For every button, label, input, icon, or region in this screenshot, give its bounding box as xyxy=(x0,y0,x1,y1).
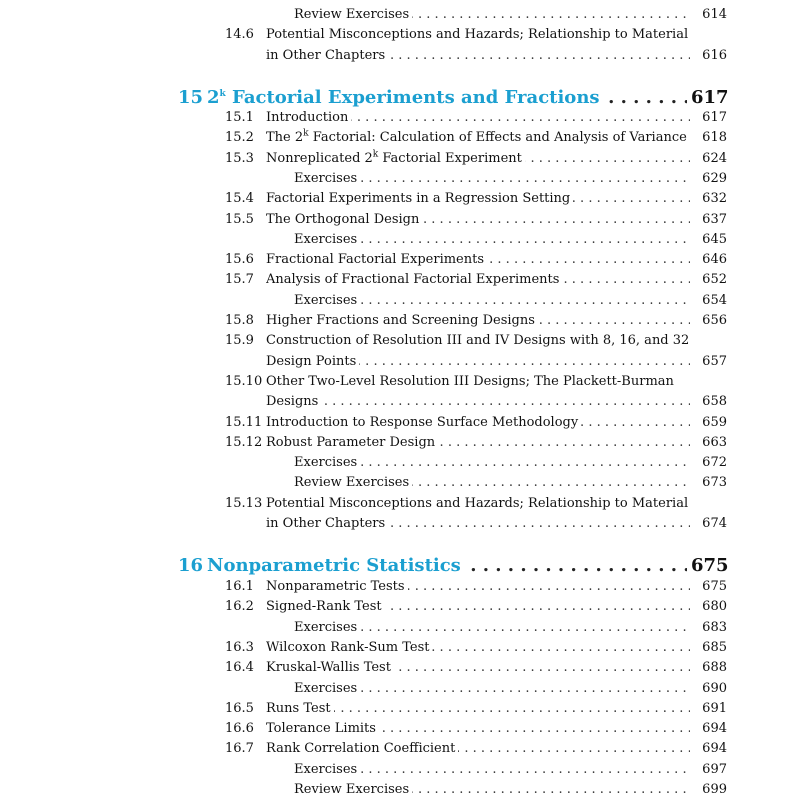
toc-entry[interactable] xyxy=(0,514,800,534)
entry-title: Robust Parameter Design . . . xyxy=(266,433,690,453)
toc-entry[interactable] xyxy=(0,597,800,617)
page-number: 646 xyxy=(702,252,727,268)
toc-entry[interactable] xyxy=(0,433,800,453)
page-number: 675 xyxy=(702,579,727,594)
toc-entry[interactable] xyxy=(0,270,800,290)
section-number: 16.4 xyxy=(225,660,254,676)
toc-exercise-entry[interactable] xyxy=(0,169,800,189)
chapter-number: 15 xyxy=(178,87,204,108)
page-number: 694 xyxy=(702,741,727,757)
toc-exercise-entry[interactable] xyxy=(0,473,800,493)
page-number: 652 xyxy=(702,272,727,288)
page-number: 691 xyxy=(702,700,727,716)
toc-entry[interactable] xyxy=(0,149,800,169)
page-number: 618 xyxy=(702,130,727,146)
toc-entry[interactable] xyxy=(0,46,800,66)
section-number: 16.2 xyxy=(225,599,254,615)
toc-entry[interactable] xyxy=(0,392,800,412)
page-number: 629 xyxy=(702,170,727,186)
entry-title: Potential Misconceptions and Hazards; Relationship to Material xyxy=(266,494,690,514)
entry-title: in Other Chapters . . . xyxy=(266,46,690,66)
chapter-page-number: 617 xyxy=(691,87,729,108)
page-number: 680 xyxy=(702,599,727,615)
toc-exercise-entry[interactable] xyxy=(0,5,800,25)
section-number: 15.11 xyxy=(225,414,263,430)
chapter-number: 16 xyxy=(178,555,204,576)
entry-title: Designs . . . xyxy=(266,392,690,412)
page-number: 690 xyxy=(702,680,727,696)
page-number: 697 xyxy=(702,761,727,777)
entry-title: Fractional Factorial Experiments . . . xyxy=(266,250,690,270)
toc-entry[interactable] xyxy=(0,638,800,658)
toc-entry[interactable] xyxy=(0,413,800,433)
page-number: 637 xyxy=(702,211,727,227)
toc-entry[interactable] xyxy=(0,25,800,45)
entry-title: Wilcoxon Rank-Sum Test . . . xyxy=(266,638,690,658)
entry-title: Construction of Resolution III and IV Designs with 8, 16, and 32 xyxy=(266,331,690,351)
page-number: 632 xyxy=(702,191,727,207)
chapter-title: Nonparametric Statistics . . . xyxy=(207,552,687,580)
entry-title: Potential Misconceptions and Hazards; Relationship to Material xyxy=(266,25,690,45)
toc-exercise-entry[interactable] xyxy=(0,760,800,780)
entry-title: The 2$^k$ Factorial: Calculation of Effects and Analysis of Variance . . . xyxy=(266,128,690,148)
toc-entry[interactable] xyxy=(0,494,800,514)
entry-title: Exercises . . . xyxy=(294,230,690,250)
entry-title: Exercises . . . xyxy=(294,618,690,638)
toc-entry[interactable] xyxy=(0,699,800,719)
toc-exercise-entry[interactable] xyxy=(0,453,800,473)
toc-entry[interactable] xyxy=(0,577,800,597)
entry-title: Introduction . . . xyxy=(266,108,690,128)
entry-title: Factorial Experiments in a Regression Setting . . . xyxy=(266,189,690,209)
toc-entry[interactable] xyxy=(0,739,800,759)
entry-title: Kruskal-Wallis Test . . . xyxy=(266,658,690,678)
toc-entry[interactable] xyxy=(0,658,800,678)
entry-title: Tolerance Limits . . . xyxy=(266,719,690,739)
section-number: 15.7 xyxy=(225,272,254,288)
section-number: 16.7 xyxy=(225,741,254,757)
section-number: 15.4 xyxy=(225,191,254,207)
page-number: 688 xyxy=(702,660,727,676)
page-number: 674 xyxy=(702,516,727,531)
toc-entry[interactable] xyxy=(0,719,800,739)
entry-title: Exercises . . . xyxy=(294,760,690,780)
section-number: 15.6 xyxy=(225,252,254,268)
entry-title: Exercises . . . xyxy=(294,453,690,473)
page-number: 617 xyxy=(702,110,727,125)
page-number: 694 xyxy=(702,721,727,737)
section-number: 16.6 xyxy=(225,721,254,737)
toc-entry[interactable] xyxy=(0,372,800,392)
page-number: 657 xyxy=(702,353,727,369)
section-number: 15.10 xyxy=(225,373,263,389)
entry-title: Higher Fractions and Screening Designs . . . xyxy=(266,311,690,331)
chapter-title: 2$^k$ Factorial Experiments and Fractions . . . xyxy=(207,84,687,112)
page-number: 656 xyxy=(702,313,727,328)
toc-entry[interactable] xyxy=(0,108,800,128)
toc-exercise-entry[interactable] xyxy=(0,618,800,638)
toc-exercise-entry[interactable] xyxy=(0,291,800,311)
section-number: 15.1 xyxy=(225,110,254,125)
toc-exercise-entry[interactable] xyxy=(0,230,800,250)
entry-title: Design Points . . . xyxy=(266,352,690,372)
page-number: 614 xyxy=(702,7,727,22)
entry-title: Runs Test . . . xyxy=(266,699,690,719)
entry-title: Rank Correlation Coefficient . . . xyxy=(266,739,690,759)
page-number: 645 xyxy=(702,231,727,247)
entry-title: Exercises . . . xyxy=(294,169,690,189)
page-number: 672 xyxy=(702,455,727,471)
entry-title: Nonreplicated 2$^k$ Factorial Experiment . . . xyxy=(266,149,690,169)
toc-entry[interactable] xyxy=(0,311,800,331)
page-number: 616 xyxy=(702,47,727,63)
chapter-page-number: 675 xyxy=(691,555,729,576)
entry-title: Analysis of Fractional Factorial Experiments . . . xyxy=(266,270,690,290)
section-number: 15.13 xyxy=(225,495,263,511)
entry-title: Exercises . . . xyxy=(294,679,690,699)
entry-title: Nonparametric Tests . . . xyxy=(266,577,690,597)
toc-entry[interactable] xyxy=(0,210,800,230)
section-number: 15.5 xyxy=(225,211,254,227)
toc-entry[interactable] xyxy=(0,189,800,209)
entry-title: Exercises . . . xyxy=(294,291,690,311)
section-number: 16.1 xyxy=(225,579,254,594)
page-number: 658 xyxy=(702,394,727,410)
toc-exercise-entry[interactable] xyxy=(0,679,800,699)
page-number: 685 xyxy=(702,639,727,655)
section-number: 14.6 xyxy=(225,27,254,43)
toc-entry[interactable] xyxy=(0,250,800,270)
toc-entry[interactable] xyxy=(0,331,800,351)
entry-title: Review Exercises . . . xyxy=(294,780,690,800)
section-number: 16.3 xyxy=(225,639,254,655)
page-number: 659 xyxy=(702,414,727,430)
page-number: 673 xyxy=(702,475,727,491)
page-number: 654 xyxy=(702,292,727,308)
section-number: 15.8 xyxy=(225,313,254,328)
section-number: 16.5 xyxy=(225,700,254,716)
toc-entry[interactable] xyxy=(0,128,800,148)
entry-title: in Other Chapters . . . xyxy=(266,514,690,534)
entry-title: Introduction to Response Surface Methodology . . . xyxy=(266,413,690,433)
section-number: 15.12 xyxy=(225,434,263,450)
entry-title: The Orthogonal Design . . . xyxy=(266,210,690,230)
section-number: 15.2 xyxy=(225,130,254,146)
entry-title: Review Exercises . . . xyxy=(294,5,690,25)
entry-title: Review Exercises . . . xyxy=(294,473,690,493)
page-number: 683 xyxy=(702,619,727,635)
entry-title: Other Two-Level Resolution III Designs; The Plackett-Burman xyxy=(266,372,690,392)
toc-exercise-entry[interactable] xyxy=(0,780,800,800)
toc-entry[interactable] xyxy=(0,352,800,372)
entry-title: Signed-Rank Test . . . xyxy=(266,597,690,617)
page-number: 624 xyxy=(702,150,727,166)
page-number: 663 xyxy=(702,434,727,450)
section-number: 15.9 xyxy=(225,333,254,349)
page-number: 699 xyxy=(702,782,727,797)
section-number: 15.3 xyxy=(225,150,254,166)
